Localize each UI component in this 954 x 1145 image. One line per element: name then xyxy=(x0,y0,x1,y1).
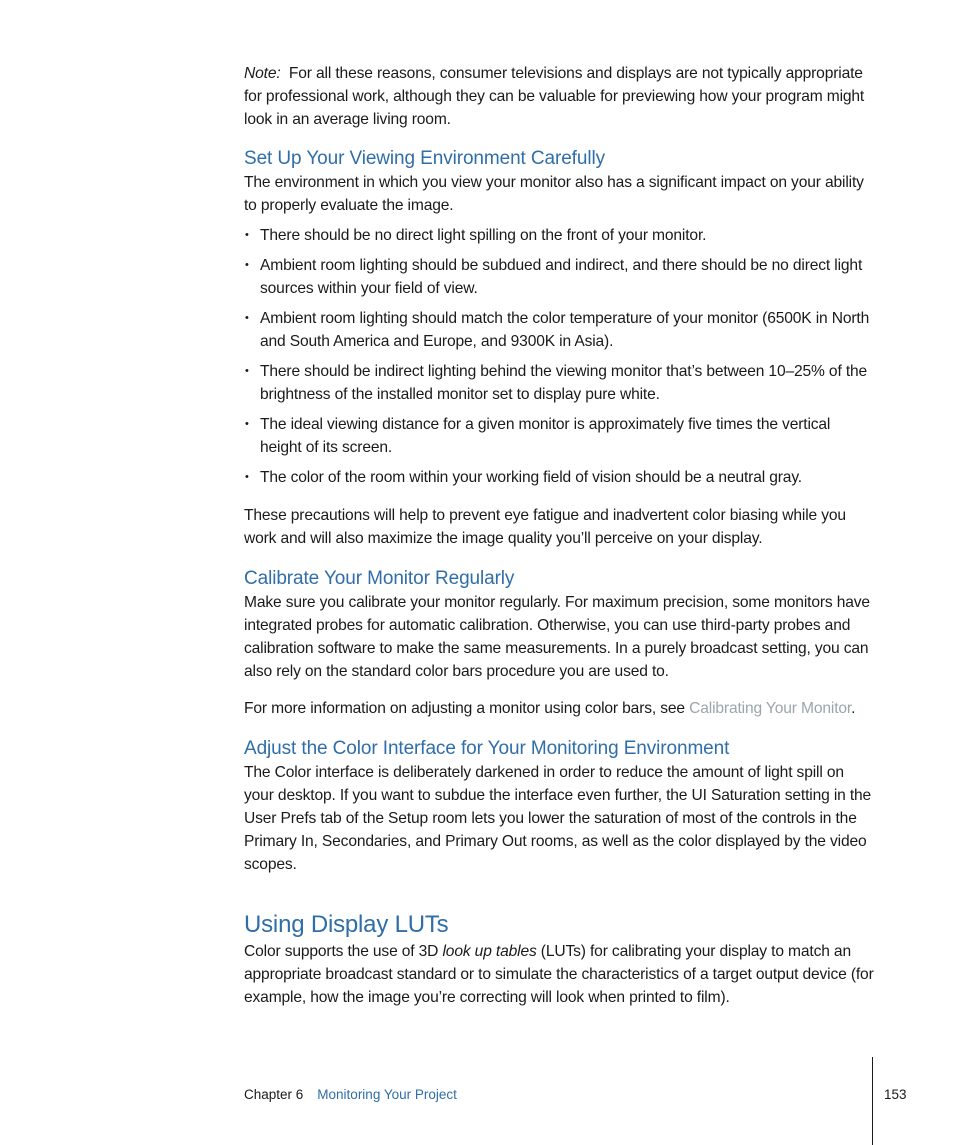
page-content xyxy=(244,62,876,1009)
chapter-title: Monitoring Your Project xyxy=(317,1087,457,1102)
section-heading-calibrate-monitor: Calibrate Your Monitor Regularly xyxy=(244,568,515,589)
list-item xyxy=(244,413,876,459)
list-item xyxy=(244,224,876,247)
note-label: Note: xyxy=(244,65,281,82)
section4-paragraph xyxy=(244,940,876,1009)
section3-paragraph: The Color interface is deliberately darkened in order to reduce the amount of light spill on your desktop. If you want to subdue the interface even further, the UI Saturation setting in the User Prefs tab of the Setup room lets you lower the saturation of most of the controls in the Primary In, Secondaries, and Primary Out rooms, as well as the color displayed by the video scopes. xyxy=(244,764,872,873)
list-item xyxy=(244,254,876,300)
calibrating-monitor-link[interactable]: Calibrating Your Monitor xyxy=(689,700,852,717)
list-item xyxy=(244,360,876,406)
section2-paragraph: Make sure you calibrate your monitor regularly. For maximum precision, some monitors have integrated probes for automatic calibration. Otherwise, you can use third-party probes and calibration software to make the same measurements. In a purely broadcast setting, you can also rely on the standard color bars procedure you are used to. xyxy=(244,594,870,680)
note-paragraph xyxy=(244,62,876,131)
list-item-text: The ideal viewing distance for a given monitor is approximately five times the vertical height of its screen. xyxy=(260,416,831,456)
footer-divider xyxy=(872,1057,873,1145)
section2-reference-paragraph xyxy=(244,697,876,720)
bullet-icon: • xyxy=(245,471,249,483)
luts-text-suffix: (LUTs) for calibrating your display to match an appropriate broadcast standard or to simulate the characteristics of a target output device (for example, how the image you’re correcting will look when printed to film). xyxy=(244,943,874,1006)
bullet-icon: • xyxy=(245,229,249,241)
bullet-icon: • xyxy=(245,418,249,430)
list-item xyxy=(244,466,876,489)
luts-text-prefix: Color supports the use of 3D xyxy=(244,943,443,960)
list-item-text: There should be indirect lighting behind the viewing monitor that’s between 10–25% of the brightness of the installed monitor set to display pure white. xyxy=(260,363,868,403)
section-heading-viewing-environment: Set Up Your Viewing Environment Carefully xyxy=(244,148,605,169)
list-item-text: There should be no direct light spilling on the front of your monitor. xyxy=(260,227,707,244)
bullet-icon: • xyxy=(245,259,249,271)
reference-suffix: . xyxy=(851,700,856,717)
page-footer xyxy=(244,1085,457,1105)
list-item xyxy=(244,307,876,353)
page-number: 153 xyxy=(884,1087,907,1102)
reference-text: For more information on adjusting a monitor using color bars, see xyxy=(244,700,690,717)
section1-outro: These precautions will help to prevent eye fatigue and inadvertent color biasing while you work and will also maximize the image quality you’ll perceive on your display. xyxy=(244,507,846,547)
section-heading-display-luts: Using Display LUTs xyxy=(244,911,449,938)
list-item-text: Ambient room lighting should match the color temperature of your monitor (6500K in North and South America and Europe, and 9300K in Asia). xyxy=(260,310,870,350)
luts-term: look up tables xyxy=(442,943,537,960)
list-item-text: Ambient room lighting should be subdued and indirect, and there should be no direct light sources within your field of view. xyxy=(260,257,863,297)
chapter-label: Chapter 6 xyxy=(244,1087,304,1102)
viewing-environment-list xyxy=(244,224,876,489)
section1-intro: The environment in which you view your monitor also has a significant impact on your ability to properly evaluate the image. xyxy=(244,174,864,214)
note-text: For all these reasons, consumer televisions and displays are not typically appropriate for professional work, although they can be valuable for previewing how your program might look in an average living room. xyxy=(244,65,865,128)
bullet-icon: • xyxy=(245,365,249,377)
bullet-icon: • xyxy=(245,312,249,324)
section-heading-adjust-interface: Adjust the Color Interface for Your Monitoring Environment xyxy=(244,738,730,759)
list-item-text: The color of the room within your working field of vision should be a neutral gray. xyxy=(260,469,802,486)
